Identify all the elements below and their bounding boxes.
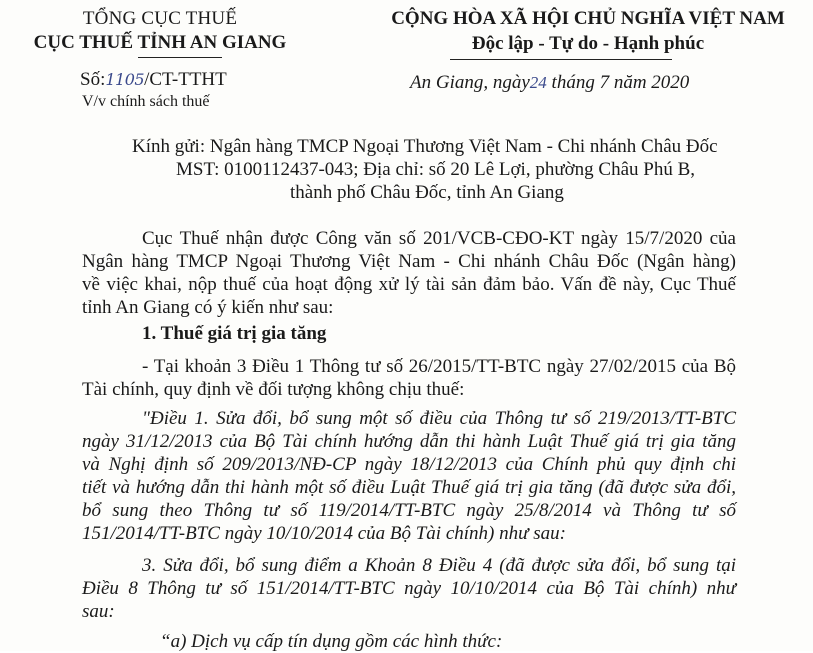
agency-underline — [138, 57, 222, 58]
quote1-line-5: bổ sung theo Thông tư số 119/2014/TT-BTC ngày 25/8/2014 và Thông tư số — [82, 500, 736, 521]
date-day-handwritten: 24 — [529, 73, 547, 92]
intro-line-4: tỉnh An Giang có ý kiến như sau: — [82, 297, 334, 318]
document-number — [80, 69, 227, 91]
quote1-line-2: ngày 31/12/2013 của Bộ Tài chính hướng dẫn thi hành Luật Thuế giá trị gia tăng — [82, 431, 736, 452]
motto-underline — [450, 59, 672, 60]
recipient-line-3: thành phố Châu Đốc, tỉnh An Giang — [290, 182, 564, 203]
quote1-line-3: và Nghị định số 209/2013/NĐ-CP ngày 18/12/2013 của Chính phủ quy định chi — [82, 454, 736, 475]
citation-line-2: Tài chính, quy định về đối tượng không chịu thuế: — [82, 379, 465, 400]
quote1-line-6: 151/2014/TT-BTC ngày 10/10/2014 của Bộ Tài chính) như sau: — [82, 523, 566, 544]
quote2-line-3: sau: — [82, 601, 115, 622]
doc-no-suffix: /CT-TTHT — [144, 69, 227, 90]
quote3-line-1: “a) Dịch vụ cấp tín dụng gồm các hình thức: — [160, 631, 503, 652]
date-prefix: An Giang, ngày — [410, 72, 530, 93]
national-motto: Độc lập - Tự do - Hạnh phúc — [471, 33, 705, 54]
doc-no-prefix: Số: — [80, 69, 106, 90]
agency-parent: TỔNG CỤC THUẾ — [82, 8, 238, 29]
intro-line-1: Cục Thuế nhận được Công văn số 201/VCB-CĐO-KT ngày 15/7/2020 của — [142, 228, 736, 249]
quote2-line-1: 3. Sửa đổi, bổ sung điểm a Khoản 8 Điều 4 (đã được sửa đổi, bổ sung tại — [142, 555, 736, 576]
intro-line-3: về việc khai, nộp thuế của hoạt động xử lý tài sản đảm bảo. Vấn đề này, Cục Thuế — [82, 274, 736, 295]
quote1-line-1: "Điều 1. Sửa đổi, bổ sung một số điều của Thông tư số 219/2013/TT-BTC — [142, 408, 736, 429]
national-title: CỘNG HÒA XÃ HỘI CHỦ NGHĨA VIỆT NAM — [391, 8, 785, 29]
citation-line-1: - Tại khoản 3 Điều 1 Thông tư số 26/2015/TT-BTC ngày 27/02/2015 của Bộ — [142, 356, 736, 377]
quote2-line-2: Điều 8 Thông tư số 151/2014/TT-BTC ngày 10/10/2014 của Bộ Tài chính) như — [82, 578, 736, 599]
recipient-line-2: MST: 0100112437-043; Địa chỉ: số 20 Lê Lợi, phường Châu Phú B, — [176, 159, 696, 180]
recipient-line-1: Kính gửi: Ngân hàng TMCP Ngoại Thương Việt Nam - Chi nhánh Châu Đốc — [132, 136, 718, 157]
intro-line-2: Ngân hàng TMCP Ngoại Thương Việt Nam - Chi nhánh Châu Đốc (Ngân hàng) — [82, 251, 736, 272]
agency-name: CỤC THUẾ TỈNH AN GIANG — [33, 32, 287, 53]
date-suffix: tháng 7 năm 2020 — [546, 72, 690, 93]
quote1-line-4: tiết và hướng dẫn thi hành một số điều Luật Thuế giá trị gia tăng (đã được sửa đổi, — [82, 477, 736, 498]
document-subject: V/v chính sách thuế — [82, 93, 210, 110]
section-heading: 1. Thuế giá trị gia tăng — [142, 323, 327, 344]
date-line — [410, 72, 689, 94]
doc-no-handwritten: 1105 — [105, 70, 145, 89]
